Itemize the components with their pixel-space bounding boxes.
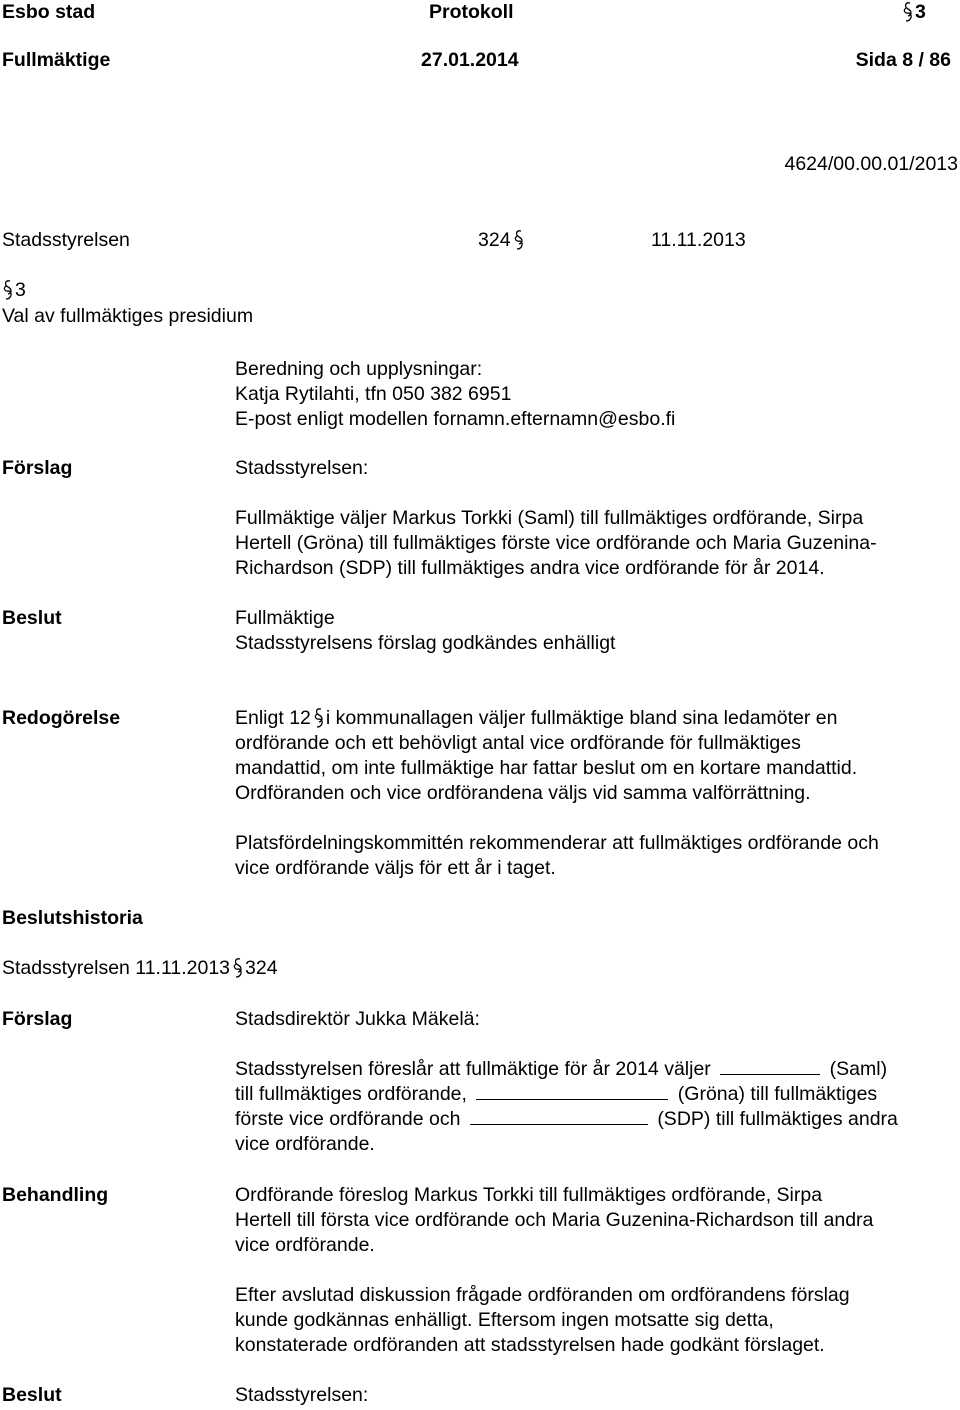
item-number: 3 bbox=[0, 278, 26, 303]
name-blank bbox=[720, 1058, 820, 1075]
prep-line-3: E-post enligt modellen fornamn.efternamn@esbo.fi bbox=[235, 408, 676, 430]
history-proposal-line-2: till fullmäktiges ordförande, (Gröna) till fullmäktiges bbox=[235, 1083, 878, 1105]
header-section-no: 3 bbox=[900, 0, 926, 25]
decision-body: Fullmäktige bbox=[235, 607, 335, 629]
header-page: Sida 8 / 86 bbox=[855, 49, 951, 71]
history-proposal-line-4: vice ordförande. bbox=[235, 1133, 375, 1155]
paragraph-sign-icon bbox=[314, 706, 323, 730]
handling-line-5: kunde godkännas enhälligt. Eftersom ingen motsatte sig detta, bbox=[235, 1309, 774, 1331]
prev-date: 11.11.2013 bbox=[651, 229, 746, 251]
history-decision-label: Beslut bbox=[2, 1384, 62, 1406]
account-line-6: vice ordförande väljs för ett år i taget. bbox=[235, 857, 556, 879]
header-org: Esbo stad bbox=[2, 1, 96, 23]
proposal-line-2: Hertell (Gröna) till fullmäktiges förste vice ordförande och Maria Guzenina- bbox=[235, 532, 877, 554]
proposal-label: Förslag bbox=[2, 457, 73, 479]
history-decision-by: Stadsstyrelsen: bbox=[235, 1384, 369, 1406]
handling-line-2: Hertell till första vice ordförande och Maria Guzenina-Richardson till andra bbox=[235, 1209, 874, 1231]
case-ref: 4624/00.00.01/2013 bbox=[784, 153, 958, 175]
proposal-by: Stadsstyrelsen: bbox=[235, 457, 369, 479]
handling-label: Behandling bbox=[2, 1184, 109, 1206]
prep-line-2: Katja Rytilahti, tfn 050 382 6951 bbox=[235, 383, 512, 405]
account-line-1: Enligt 12 i kommunallagen väljer fullmäktige bland sina ledamöter en bbox=[235, 707, 838, 729]
history-proposal-line-3: förste vice ordförande och (SDP) till fullmäktiges andra bbox=[235, 1108, 898, 1130]
paragraph-sign-icon bbox=[233, 956, 242, 980]
handling-line-6: konstaterade ordföranden att stadsstyrelsen hade godkänt förslaget. bbox=[235, 1334, 825, 1356]
paragraph-sign-icon bbox=[514, 228, 523, 252]
history-proposal-line-1: Stadsstyrelsen föreslår att fullmäktige för år 2014 väljer (Saml) bbox=[235, 1058, 888, 1080]
history-entry: Stadsstyrelsen 11.11.2013 324 bbox=[2, 957, 278, 979]
decision-text: Stadsstyrelsens förslag godkändes enhälligt bbox=[235, 632, 616, 654]
proposal-line-1: Fullmäktige väljer Markus Torkki (Saml) till fullmäktiges ordförande, Sirpa bbox=[235, 507, 864, 529]
paragraph-sign-icon bbox=[903, 0, 912, 24]
header-date: 27.01.2014 bbox=[421, 49, 519, 71]
history-proposal-label: Förslag bbox=[2, 1008, 73, 1030]
name-blank bbox=[476, 1083, 668, 1100]
header-body: Fullmäktige bbox=[2, 49, 111, 71]
handling-line-4: Efter avslutad diskussion frågade ordföranden om ordförandens förslag bbox=[235, 1284, 850, 1306]
proposal-line-3: Richardson (SDP) till fullmäktiges andra vice ordförande för år 2014. bbox=[235, 557, 825, 579]
handling-line-1: Ordförande föreslog Markus Torkki till fullmäktiges ordförande, Sirpa bbox=[235, 1184, 823, 1206]
header-doc-type: Protokoll bbox=[429, 1, 514, 23]
account-line-3: mandattid, om inte fullmäktige har fattar beslut om en kortare mandattid. bbox=[235, 757, 858, 779]
decision-label: Beslut bbox=[2, 607, 62, 629]
account-line-5: Platsfördelningskommittén rekommenderar att fullmäktiges ordförande och bbox=[235, 832, 879, 854]
account-line-4: Ordföranden och vice ordförandena väljs vid samma valförrättning. bbox=[235, 782, 811, 804]
history-proposal-by: Stadsdirektör Jukka Mäkelä: bbox=[235, 1008, 480, 1030]
prev-body: Stadsstyrelsen bbox=[2, 229, 130, 251]
handling-line-3: vice ordförande. bbox=[235, 1234, 375, 1256]
history-label: Beslutshistoria bbox=[2, 907, 143, 929]
paragraph-sign-icon bbox=[3, 278, 12, 302]
name-blank bbox=[470, 1108, 648, 1125]
prep-line-1: Beredning och upplysningar: bbox=[235, 358, 483, 380]
item-title: Val av fullmäktiges presidium bbox=[2, 305, 254, 327]
prev-section: 324 bbox=[478, 228, 526, 253]
account-label: Redogörelse bbox=[2, 707, 121, 729]
account-line-2: ordförande och ett behövligt antal vice ordförande för fullmäktiges bbox=[235, 732, 801, 754]
